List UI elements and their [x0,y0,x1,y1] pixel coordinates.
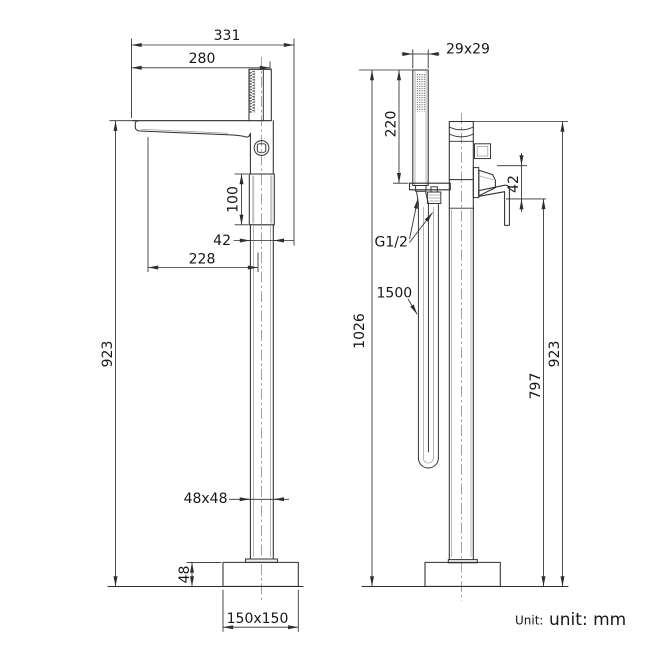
unit-note-prefix: Unit: [515,613,544,628]
dim-spout-length [132,51,271,69]
side-view [100,28,303,632]
dim-handle-floor-height [528,199,544,587]
dim-column-height-side [100,121,134,587]
front-base [425,560,500,587]
dim-base-size [223,590,298,632]
dim-handshower-length [384,70,409,183]
dim-label-150x150: 150x150 [226,611,289,627]
unit-note [515,610,626,630]
spray-face-serrations [250,71,256,113]
callout-hose-length [377,286,418,315]
dim-label-48x48: 48x48 [183,491,228,507]
dim-handshower-section [402,42,490,69]
dim-overall-height [352,70,413,587]
dim-label-100: 100 [225,186,242,213]
callout-thread-size [375,199,433,251]
side-spout [133,121,250,174]
dim-label-228: 228 [188,251,216,268]
spray-face-dots [416,74,426,112]
dim-label-923-front: 923 [547,340,563,368]
label-1500: 1500 [376,285,413,302]
dim-label-797: 797 [528,372,544,400]
dim-body-height [226,174,249,225]
front-view [352,42,568,602]
diverter-button [475,144,491,159]
dim-label-42-front: 42 [506,175,522,193]
shower-hose [418,204,438,469]
dim-label-331: 331 [213,28,241,44]
dim-label-923-side: 923 [100,340,116,368]
dim-label-220: 220 [383,110,400,138]
mixer-handle [473,168,509,226]
dim-base-height [177,562,222,586]
side-handshower-dock [249,69,271,120]
unit-note-value: unit: mm [549,610,627,630]
side-base [223,559,298,586]
label-g1-2: G1/2 [374,234,408,251]
dim-label-1026: 1026 [352,313,368,349]
dim-label-29x29: 29x29 [446,41,490,58]
dim-label-48: 48 [177,565,193,584]
dim-label-42-side: 42 [213,233,231,249]
dim-label-280: 280 [188,51,216,67]
